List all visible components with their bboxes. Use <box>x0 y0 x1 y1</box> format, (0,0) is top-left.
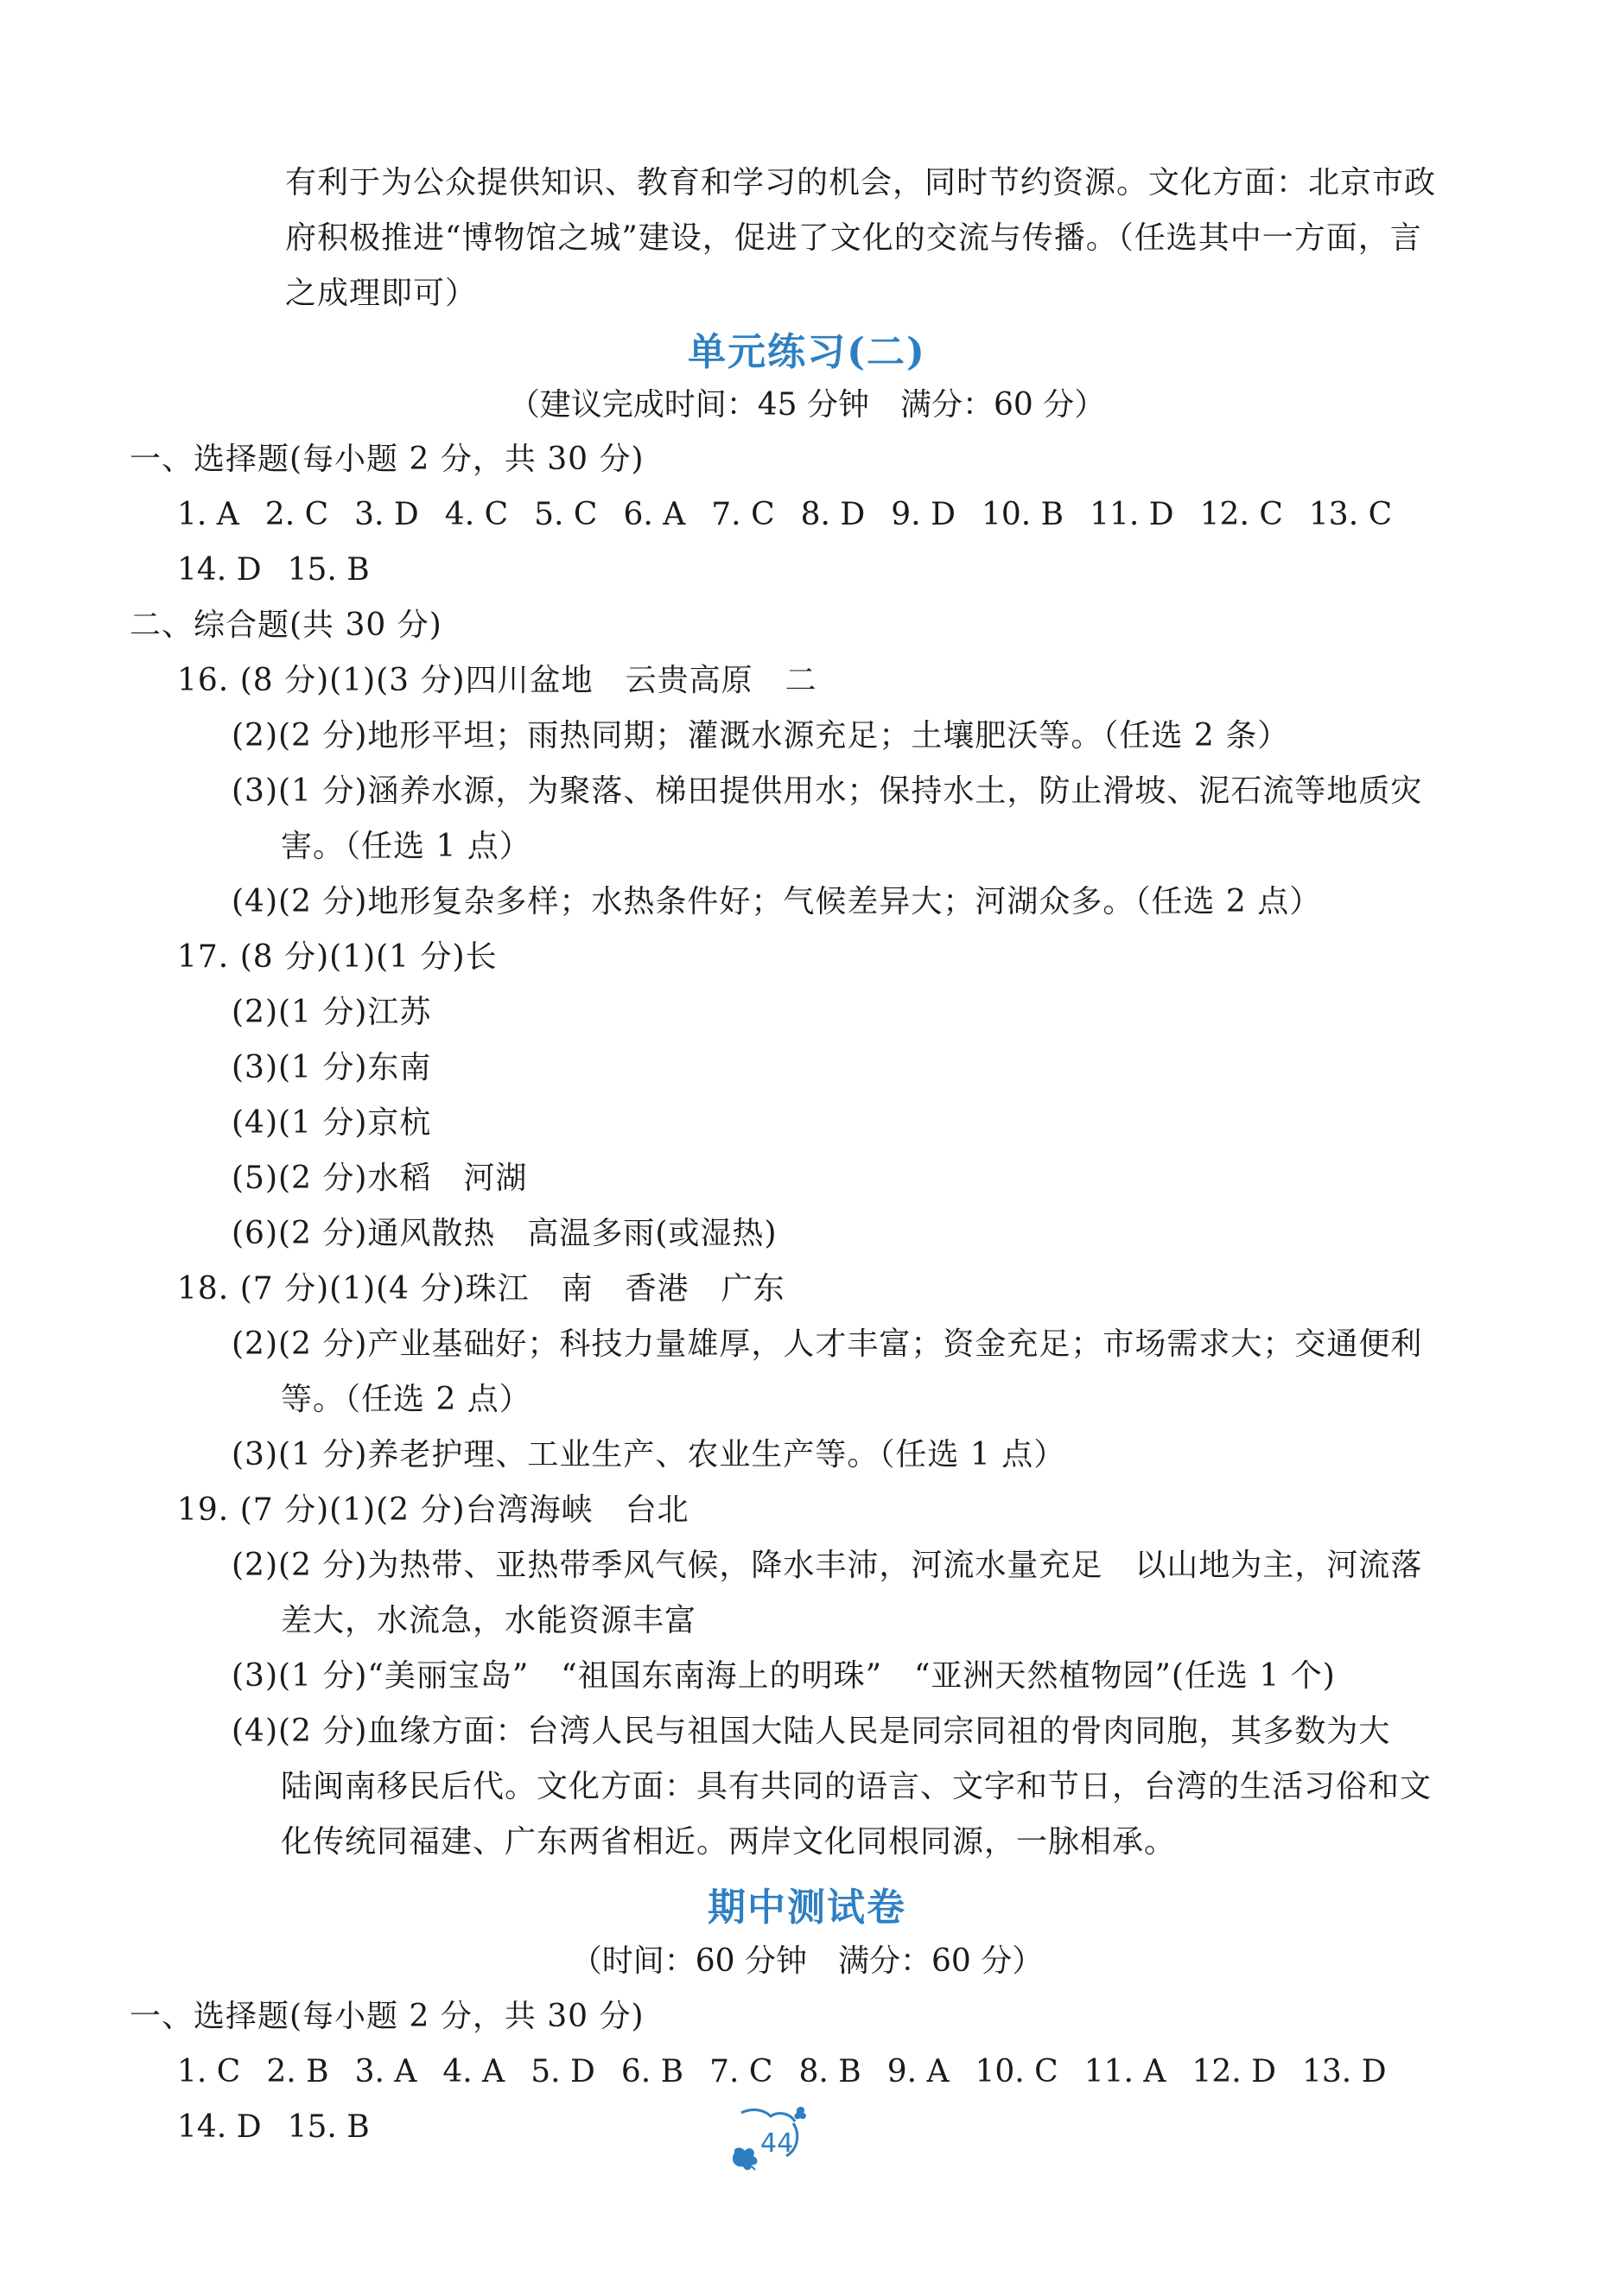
answer-item: 15. B <box>287 552 370 588</box>
page-number-badge <box>726 2104 812 2173</box>
answer-item: 12. D <box>1191 2054 1276 2089</box>
answer-line: 16. (8 分)(1)(3 分)四川盆地 云贵高原 二 <box>177 663 817 698</box>
part-heading-comprehensive: 二、综合题(共 30 分) <box>130 607 442 643</box>
answer-line: (2)(2 分)为热带、亚热带季风气候，降水丰沛，河流水量充足 以山地为主，河流落 <box>232 1548 1423 1583</box>
answer-item: 10. C <box>975 2054 1058 2089</box>
midterm-choice-answers-row-2 <box>177 2107 396 2148</box>
choice-answers-row-1 <box>177 494 1418 536</box>
answer-line: (6)(2 分)通风散热 高温多雨(或湿热) <box>232 1216 778 1251</box>
answer-line: (2)(2 分)产业基础好；科技力量雄厚，人才丰富；资金充足；市场需求大；交通便利 <box>232 1326 1423 1362</box>
answer-item: 3. D <box>354 497 419 532</box>
answer-line: (2)(1 分)江苏 <box>232 995 432 1030</box>
section-subtitle-unit-practice: （建议完成时间：45 分钟 满分：60 分） <box>508 387 1106 423</box>
part-heading-choice: 一、选择题(每小题 2 分，共 30 分) <box>130 442 645 477</box>
answer-item: 6. B <box>620 2054 684 2089</box>
answer-line: 陆闽南移民后代。文化方面：具有共同的语言、文字和节日，台湾的生活习俗和文 <box>281 1769 1433 1804</box>
answer-item: 5. C <box>534 497 598 532</box>
answer-item: 7. C <box>711 497 775 532</box>
answer-item: 2. C <box>264 497 329 532</box>
answer-item: 7. C <box>709 2054 773 2089</box>
intro-line-1: 有利于为公众提供知识、教育和学习的机会，同时节约资源。文化方面：北京市政 <box>285 165 1437 200</box>
answer-item: 14. D <box>177 2109 262 2145</box>
answer-item: 11. D <box>1090 497 1174 532</box>
answer-item: 1. A <box>177 497 239 532</box>
answer-line: (3)(1 分)养老护理、工业生产、农业生产等。（任选 1 点） <box>232 1437 1066 1472</box>
answer-line: 17. (8 分)(1)(1 分)长 <box>177 939 498 975</box>
answer-item: 3. A <box>354 2054 417 2089</box>
answer-line: (3)(1 分)“美丽宝岛” “祖国东南海上的明珠” “亚洲天然植物园”(任选 1 个) <box>232 1658 1336 1694</box>
answer-item: 11. A <box>1083 2054 1166 2089</box>
section-subtitle-midterm: （时间：60 分钟 满分：60 分） <box>570 1943 1044 1979</box>
intro-line-2: 府积极推进“博物馆之城”建设，促进了文化的交流与传播。（任选其中一方面，言 <box>285 220 1422 256</box>
answer-item: 1. C <box>177 2054 241 2089</box>
page-number: 44 <box>760 2128 794 2159</box>
answer-line: (2)(2 分)地形平坦；雨热同期；灌溉水源充足；土壤肥沃等。（任选 2 条） <box>232 718 1290 754</box>
section-title-midterm: 期中测试卷 <box>708 1886 906 1930</box>
answer-item: 2. B <box>266 2054 329 2089</box>
section-title-unit-practice: 单元练习(二) <box>688 330 926 374</box>
answer-line: (3)(1 分)东南 <box>232 1050 432 1085</box>
answer-line: 等。（任选 2 点） <box>281 1382 531 1417</box>
answer-item: 14. D <box>177 552 262 588</box>
answer-line: (4)(2 分)血缘方面：台湾人民与祖国大陆人民是同宗同祖的骨肉同胞，其多数为大 <box>232 1714 1391 1749</box>
answer-item: 6. A <box>623 497 686 532</box>
answer-item: 12. C <box>1199 497 1283 532</box>
answer-item: 15. B <box>287 2109 370 2145</box>
answer-line: (5)(2 分)水稻 河湖 <box>232 1161 528 1196</box>
answer-item: 4. C <box>444 497 509 532</box>
answer-item: 4. A <box>442 2054 505 2089</box>
answer-item: 10. B <box>981 497 1064 532</box>
answer-line: (3)(1 分)涵养水源，为聚落、梯田提供用水；保持水土，防止滑坡、泥石流等地质灾 <box>232 773 1423 809</box>
part-heading-choice-midterm: 一、选择题(每小题 2 分，共 30 分) <box>130 1999 645 2034</box>
answer-item: 9. A <box>886 2054 950 2089</box>
answer-line: (4)(2 分)地形复杂多样；水热条件好；气候差异大；河湖众多。（任选 2 点） <box>232 884 1322 919</box>
answer-line: 化传统同福建、广东两省相近。两岸文化同根同源，一脉相承。 <box>281 1824 1177 1860</box>
answer-line: 害。（任选 1 点） <box>281 829 531 864</box>
intro-line-3: 之成理即可） <box>285 276 478 311</box>
choice-answers-row-2 <box>177 550 396 591</box>
answer-line: 差大，水流急，水能资源丰富 <box>281 1603 697 1638</box>
answer-line: 19. (7 分)(1)(2 分)台湾海峡 台北 <box>177 1492 689 1528</box>
answer-item: 13. D <box>1302 2054 1387 2089</box>
answer-line: 18. (7 分)(1)(4 分)珠江 南 香港 广东 <box>177 1271 785 1307</box>
answer-line: (4)(1 分)京杭 <box>232 1105 432 1141</box>
midterm-choice-answers-row-1 <box>177 2051 1413 2093</box>
answer-item: 9. D <box>891 497 956 532</box>
answer-item: 8. B <box>798 2054 861 2089</box>
answer-item: 13. C <box>1308 497 1393 532</box>
answer-item: 8. D <box>800 497 866 532</box>
answer-item: 5. D <box>531 2054 595 2089</box>
